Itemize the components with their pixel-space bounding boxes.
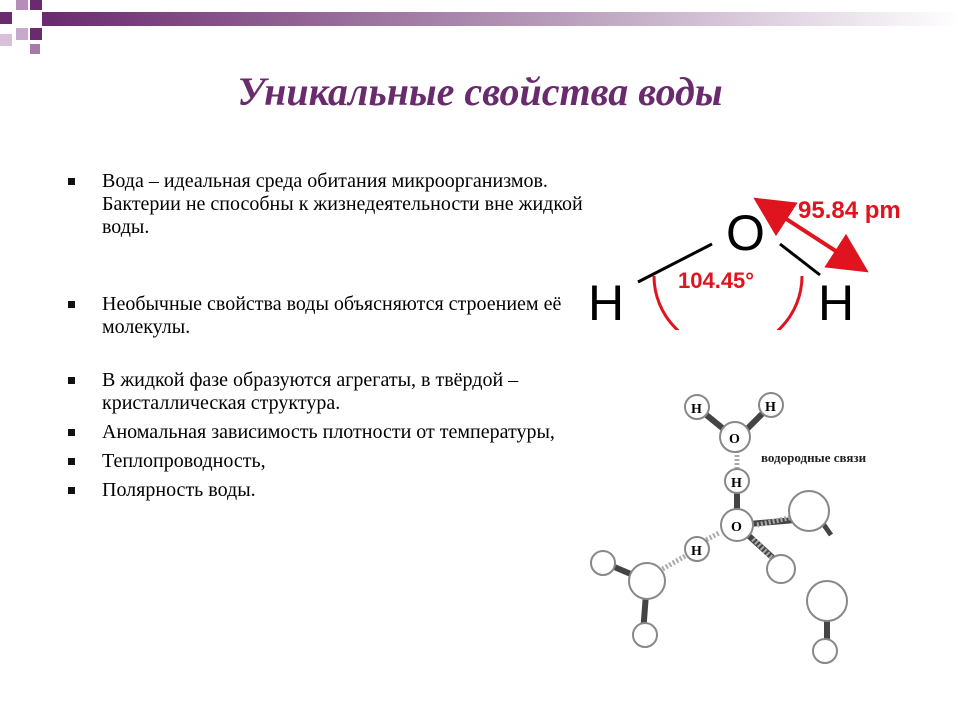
- atom-label: H: [691, 402, 702, 417]
- angle-label: 104.45°: [678, 268, 755, 293]
- hydrogen-bonds: [659, 451, 793, 571]
- bullet-item: [66, 450, 586, 473]
- bullet-list: [66, 170, 586, 502]
- header-gradient-bar: [42, 12, 960, 26]
- bullet-item: [66, 293, 586, 339]
- bullet-item: [66, 369, 586, 415]
- atom-h-left: [685, 537, 709, 561]
- header-square: [0, 34, 12, 46]
- bullet-text: Полярность воды.: [102, 479, 256, 501]
- bullet-square-icon: [68, 377, 75, 384]
- bullet-square-icon: [68, 487, 75, 494]
- atom-plain: [767, 555, 795, 583]
- header-square: [30, 28, 42, 40]
- bullet-item: [66, 479, 586, 502]
- bullet-square-icon: [68, 178, 75, 185]
- bullet-square-icon: [68, 429, 75, 436]
- covalent-bonds: [605, 407, 827, 651]
- atom-o-center: [721, 509, 753, 541]
- slide-title: Уникальные свойства воды: [237, 69, 723, 114]
- bullet-square-icon: [68, 301, 75, 308]
- bullet-text: Аномальная зависимость плотности от температуры,: [102, 421, 555, 443]
- bullet-text: Необычные свойства воды объясняются строением её молекулы.: [102, 293, 562, 338]
- bullet-square-icon: [68, 458, 75, 465]
- water-molecule-diagram: [580, 180, 940, 330]
- atom-label: H: [691, 544, 702, 559]
- oxygen-label: O: [726, 205, 765, 261]
- bullet-item: [66, 170, 586, 239]
- header-square: [16, 28, 28, 40]
- hydrogen-left-label: H: [588, 275, 625, 330]
- header-square: [30, 44, 40, 54]
- atom-plain: [789, 491, 829, 531]
- bond-length-label: 95.84 pm: [798, 197, 901, 224]
- atom-label: H: [731, 476, 742, 491]
- hydrogen-right-label: H: [818, 275, 855, 330]
- atom-plain: [591, 551, 615, 575]
- atom-label: O: [731, 520, 742, 535]
- atom-plain: [633, 623, 657, 647]
- atom-o-top: [720, 422, 750, 452]
- bullet-text: Теплопроводность,: [102, 450, 266, 472]
- atom-h-top-left: [685, 395, 709, 419]
- atom-plain: [813, 639, 837, 663]
- atom-h-middle: [725, 469, 749, 493]
- bullet-text: В жидкой фазе образуются агрегаты, в твёрдой – кристаллическая структура.: [102, 369, 519, 414]
- atom-h-top-right: [759, 393, 783, 417]
- bullet-item: [66, 421, 586, 444]
- header-square: [0, 12, 12, 24]
- hydrogen-bond-cluster-diagram: [585, 385, 925, 675]
- atom-label: H: [765, 400, 776, 415]
- atom-plain: [629, 563, 665, 599]
- header-decoration: [0, 0, 960, 60]
- header-square: [30, 0, 42, 10]
- bond-right: [780, 244, 820, 275]
- header-square: [16, 0, 28, 10]
- atom-plain: [807, 581, 847, 621]
- bullet-text: Вода – идеальная среда обитания микроорганизмов. Бактерии не способны к жизнедеятельности вне жидкой воды.: [102, 170, 583, 238]
- hydrogen-bonds-label: водородные связи: [761, 450, 867, 465]
- atom-label: O: [729, 432, 740, 447]
